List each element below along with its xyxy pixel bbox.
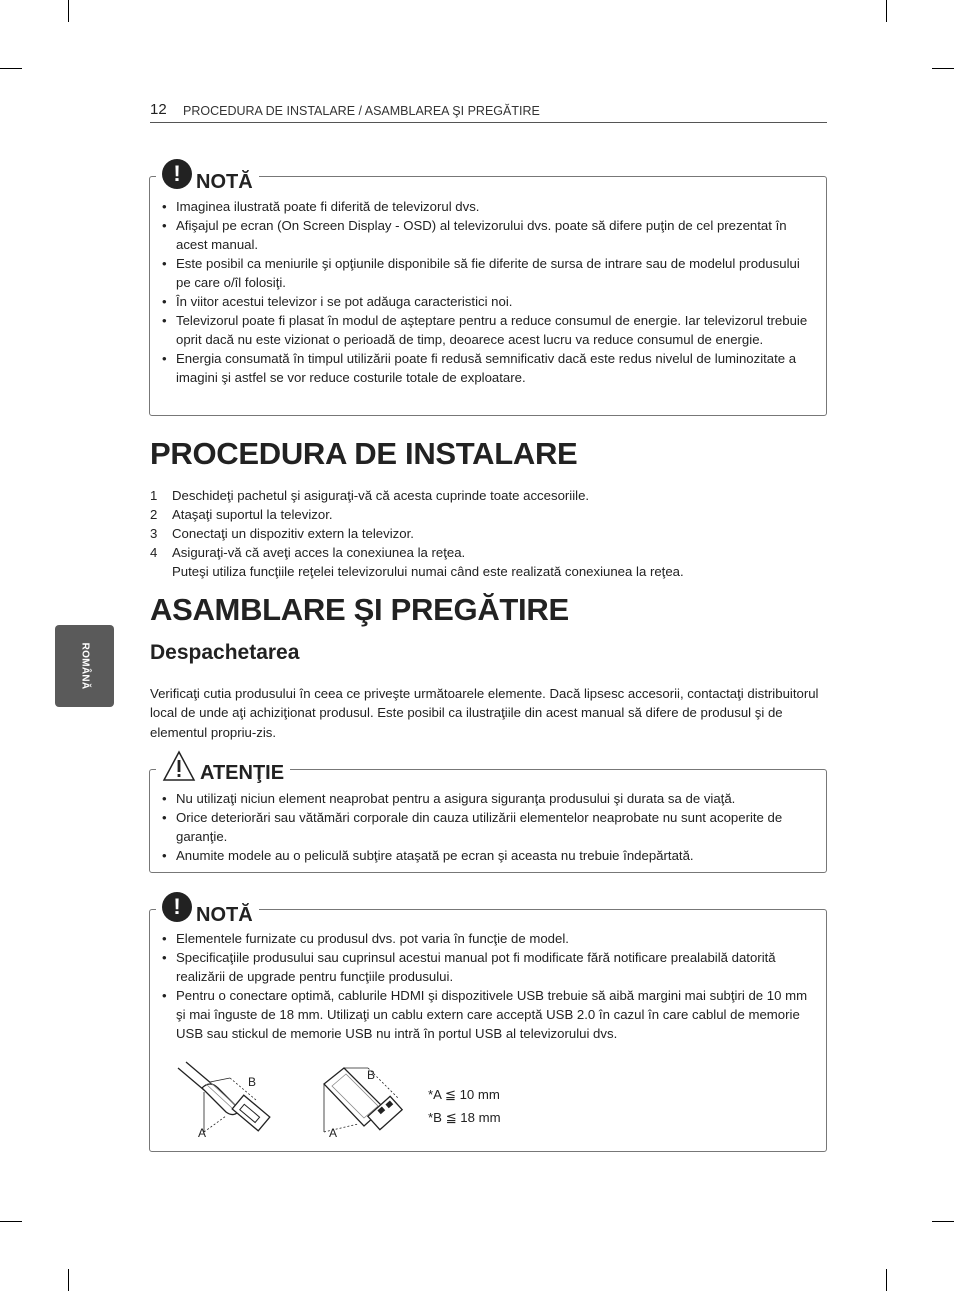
step-text: Deschideţi pachetul şi asiguraţi-vă că acesta cuprinde toate accesoriile. xyxy=(172,488,590,503)
running-title: PROCEDURA DE INSTALARE / ASAMBLAREA ŞI PREGĂTIRE xyxy=(183,104,540,118)
note-list xyxy=(150,929,816,1043)
step-text: Ataşaţi suportul la televizor. xyxy=(172,507,333,522)
list-item: • În viitor acestui televizor i se pot adăuga caracteristici noi. xyxy=(150,292,816,311)
note-box xyxy=(149,893,827,1152)
unpacking-paragraph: Verificaţi cutia produsului în ceea ce priveşte următoarele elemente. Dacă lipsesc accesorii, contactaţi distribuitorul local de unde aţi achiziţionat produsul. Este posibil ca ilustraţiile din acest manual să difere de produsul şi de elementul propriu-zis. xyxy=(150,686,819,740)
warning-triangle-icon xyxy=(162,750,196,782)
note-label: NOTĂ xyxy=(196,171,253,193)
figure-label-b: B xyxy=(367,1068,376,1082)
step-extra-text: Puteşi utiliza funcţiile reţelei televizorului numai când este realizată conexiunea la reţea. xyxy=(172,564,684,579)
step-item xyxy=(150,543,830,581)
caution-list xyxy=(150,789,816,865)
section-title: ASAMBLARE ŞI PREGĂTIRE xyxy=(150,592,569,627)
step-item xyxy=(150,486,830,505)
step-item xyxy=(150,505,830,524)
note-box xyxy=(149,160,827,416)
page-header xyxy=(150,101,827,123)
list-item: • Nu utilizaţi niciun element neaprobat pentru a asigura siguranţa produsului şi durata sa de viaţă. xyxy=(150,789,816,808)
exclamation-icon: ! xyxy=(162,892,192,922)
list-item: • Afişajul pe ecran (On Screen Display - OSD) al televizorului dvs. poate să difere puţin de cel prezentat în acest manual. xyxy=(150,216,816,254)
note-list xyxy=(150,197,816,387)
note-header xyxy=(156,886,259,927)
figure-label-b: B xyxy=(248,1075,257,1089)
crop-mark xyxy=(68,1269,69,1291)
caution-label: ATENŢIE xyxy=(200,762,285,784)
step-number: 1 xyxy=(150,488,158,503)
list-item: • Anumite modele au o peliculă subţire ataşată pe ecran şi aceasta nu trebuie îndepărtată. xyxy=(150,846,816,865)
list-item: • Pentru o conectare optimă, cablurile HDMI şi dispozitivele USB trebuie să aibă margini mai subţiri de 10 mm şi mai înguste de 18 mm. Utilizaţi un cablu extern care acceptă USB 2.0 în cazul în care cablul de memorie USB sau stickul de memorie USB nu intră în portul USB al televizorului dvs. xyxy=(150,986,816,1043)
subsection-title: Despachetarea xyxy=(150,641,300,664)
crop-mark xyxy=(932,68,954,69)
dimension-b: *B ≦ 18 mm xyxy=(428,1110,501,1125)
section-title: PROCEDURA DE INSTALARE xyxy=(150,436,578,471)
dimension-a: *A ≦ 10 mm xyxy=(428,1087,500,1102)
crop-mark xyxy=(886,1269,887,1291)
figure-label-a: A xyxy=(198,1126,207,1140)
list-item: • Elementele furnizate cu produsul dvs. pot varia în funcţie de model. xyxy=(150,929,816,948)
note-header xyxy=(156,153,259,194)
crop-mark xyxy=(0,68,22,69)
crop-mark xyxy=(886,0,887,22)
figure-label-a: A xyxy=(329,1126,338,1140)
list-item: • Specificaţiile produsului sau cuprinsul acestui manual pot fi modificate fără notificare prealabilă datorită realizării de upgrade pentru funcţiile produsului. xyxy=(150,948,816,986)
crop-mark xyxy=(932,1221,954,1222)
step-text: Conectaţi un dispozitiv extern la televizor. xyxy=(172,526,414,541)
exclamation-icon: ! xyxy=(162,159,192,189)
crop-mark xyxy=(0,1221,22,1222)
note-label: NOTĂ xyxy=(196,904,253,926)
page-number: 12 xyxy=(150,101,167,118)
crop-mark xyxy=(68,0,69,22)
list-item: • Orice deteriorări sau vătămări corporale din cauza utilizării elementelor neaprobate nu sunt acoperite de garanţie. xyxy=(150,808,816,846)
caution-header xyxy=(156,746,290,785)
step-text: Asiguraţi-vă că aveţi acces la conexiunea la reţea. xyxy=(172,545,466,560)
list-item: • Televizorul poate fi plasat în modul de aşteptare pentru a reduce consumul de energie. Iar televizorul trebuie oprit dacă nu este vizionat o perioadă de timp, deoarece acest lucru va reduce consumul de energie. xyxy=(150,311,816,349)
language-tab xyxy=(55,625,114,707)
list-item: • Este posibil ca meniurile şi opţiunile disponibile să fie diferite de sursa de intrare sau de modelul produsului pe care o/îl folosiţi. xyxy=(150,254,816,292)
install-steps xyxy=(150,486,830,581)
list-item: • Imaginea ilustrată poate fi diferită de televizorul dvs. xyxy=(150,197,816,216)
step-number: 4 xyxy=(150,545,158,560)
step-item xyxy=(150,524,830,543)
list-item: • Energia consumată în timpul utilizării poate fi redusă semnificativ dacă este redus nivelul de luminozitate a imagini şi astfel se vor reduce costurile totale de exploatare. xyxy=(150,349,816,387)
step-number: 2 xyxy=(150,507,158,522)
step-number: 3 xyxy=(150,526,158,541)
hdmi-cable-illustration xyxy=(174,1060,284,1140)
caution-box xyxy=(149,762,827,873)
language-tab-label: ROMÂNĂ xyxy=(79,642,90,690)
